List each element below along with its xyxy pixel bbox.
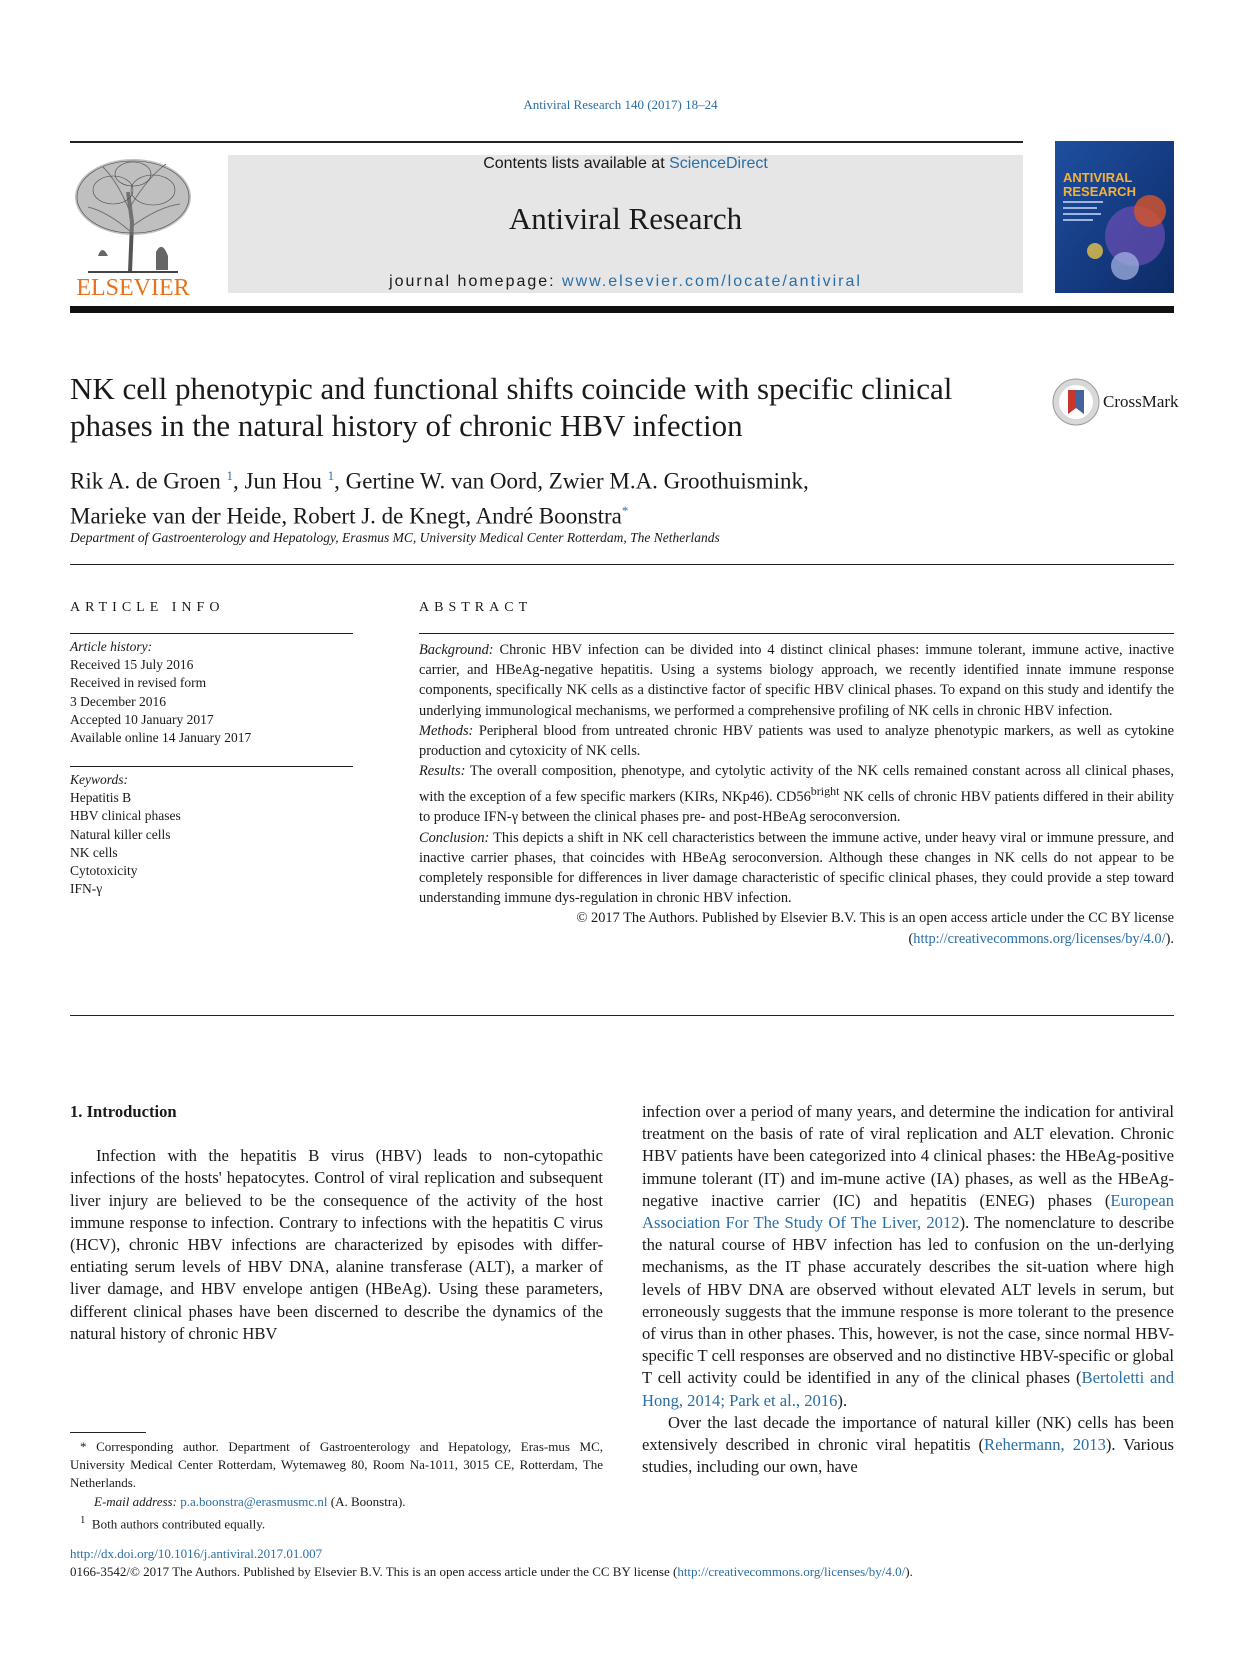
top-divider [70, 141, 1023, 143]
history-item: Received in revised form [70, 675, 207, 691]
article-history [70, 638, 251, 747]
keyword-item: Cytotoxicity [70, 863, 138, 879]
corresponding-author-marker[interactable]: * [621, 502, 629, 518]
abstract-methods [419, 721, 1174, 761]
abstract-text: This depicts a shift in NK cell characteristics between the immune active, under heavy viral or immune pressure, and inactive carrier phases, that coincides with HBeAg seroconversion. Although these changes in NK cells do not appear to be completely responsible for differences in liver damage characteristic of specific clinical phases, they could provide a step toward understanding immune dys-regulation in chronic HBV infection. [419, 829, 1174, 907]
doi-link[interactable]: http://dx.doi.org/10.1016/j.antiviral.2017.01.007 [70, 1546, 323, 1561]
body-text: infection over a period of many years, and determine the indication for antiviral treatment on the basis of rate of viral replication and ALT elevation. Chronic HBV patients have been categorized into 4 clinical phases: the HBeAg-positive immune tolerant (IT) and im-mune active (IA) phases, as well as the HBeAg-negative inactive carrier (IC) and hepatitis (ENEG) phases ( [642, 1102, 1174, 1210]
email-link[interactable]: p.a.boonstra@erasmusmc.nl [180, 1493, 328, 1509]
abstract-label: Conclusion: [419, 829, 490, 846]
contents-prefix: Contents lists available at [483, 155, 670, 172]
abstract-copyright [419, 908, 1174, 948]
abstract-text: Chronic HBV infection can be divided into 4 distinct clinical phases: immune tolerant, immune active, inactive carrier, and HBeAg-negative hepatitis. Using a systems biology approach, we recently identified innate immune response components, specifically NK cells as a distinctive factor of specific HBV clinical phases. To expand on this study and identify the underlying immunological mechanisms, we performed a comprehensive profiling of NK cells in chronic HBV infection. [419, 642, 1174, 719]
keyword-item: NK cells [70, 844, 118, 860]
cover-title-line2: RESEARCH [1063, 184, 1136, 199]
abstract-label: Background: [419, 642, 494, 658]
section-heading-introduction: 1. Introduction [70, 1102, 177, 1121]
issn-suffix: ). [905, 1564, 913, 1579]
crossmark-label[interactable]: CrossMark [1103, 392, 1179, 411]
abstract-results [419, 761, 1174, 827]
authors-line-1 [70, 461, 1050, 496]
article-info-rule [70, 633, 353, 634]
issn-license-line [70, 1564, 913, 1580]
history-item: 3 December 2016 [70, 693, 166, 709]
elsevier-wordmark: ELSEVIER [76, 275, 190, 301]
paren: ). [1165, 930, 1174, 947]
citation-link[interactable]: Rehermann, 2013 [984, 1435, 1106, 1455]
cover-title-line1: ANTIVIRAL [1063, 170, 1133, 185]
footnote-text: Both authors contributed equally. [91, 1516, 266, 1532]
copyright-text: © 2017 The Authors. Published by Elsevier B.V. This is an open access article under the CC BY license [576, 910, 1174, 927]
header-thick-rule [70, 306, 1174, 313]
email-suffix: (A. Boonstra). [327, 1493, 406, 1509]
history-label: Article history: [70, 639, 153, 654]
abstract-text: The overall composition, phenotype, and cytolytic activity of the NK cells remained constant across all clinical phases, with the exception of a few specific markers (KIRs, NKp46). CD56 [419, 763, 1174, 806]
journal-title: Antiviral Research [508, 201, 743, 236]
author-text: , Gertine W. van Oord, Zwier M.A. Groothuismink, [334, 468, 809, 494]
abstract-rule [419, 633, 1174, 634]
footnote-email [70, 1493, 603, 1511]
journal-reference[interactable]: Antiviral Research 140 (2017) 18–24 [523, 97, 718, 112]
email-label: E-mail address: [94, 1493, 177, 1509]
body-paragraph [642, 1101, 1174, 1412]
footnotes [70, 1438, 603, 1533]
crossmark-icon[interactable] [1052, 378, 1100, 426]
footnote-rule [70, 1432, 146, 1433]
history-item: Available online 14 January 2017 [70, 730, 252, 746]
abstract-heading: ABSTRACT [419, 600, 533, 615]
affiliation: Department of Gastroenterology and Hepatology, Erasmus MC, University Medical Center Rotterdam, The Netherlands [70, 530, 720, 545]
citation-link[interactable]: European Association For The Study Of The Liver, 2012 [642, 1190, 1174, 1233]
keywords [70, 771, 181, 898]
abstract-background [419, 640, 1174, 721]
abstract-label: Results: [419, 763, 466, 780]
authors-line-2 [70, 496, 1050, 531]
keyword-item: HBV clinical phases [70, 808, 181, 824]
author-text: , Jun Hou [233, 468, 328, 494]
cover-title [1063, 171, 1136, 199]
journal-homepage [228, 273, 1023, 291]
abstract-text: NK cells of chronic HBV patients differed in their ability to produce IFN-γ between the clinical phases pre- and post-HBeAg seroconversion. [419, 789, 1174, 826]
abstract-conclusion [419, 828, 1174, 909]
body-left-column [70, 1101, 603, 1345]
author-footnote-marker[interactable]: 1 [226, 468, 234, 483]
author-list [70, 461, 1050, 530]
body-right-column [642, 1101, 1174, 1478]
abstract-body [419, 640, 1174, 949]
article-title: NK cell phenotypic and functional shifts coincide with specific clinical phases in the natural history of chronic HBV infection [70, 371, 953, 443]
footnote-equal-contribution [70, 1511, 603, 1534]
body-text: ). Various studies, including our own, have [642, 1435, 1174, 1477]
keyword-item: Hepatitis B [70, 790, 132, 806]
keyword-item: IFN-γ [70, 881, 103, 897]
body-text: ). [837, 1390, 848, 1410]
footer-license-link[interactable]: http://creativecommons.org/licenses/by/4.0/ [677, 1564, 906, 1579]
license-link[interactable]: http://creativecommons.org/licenses/by/4.0/ [913, 930, 1166, 947]
author-text: Rik A. de Groen [70, 468, 227, 494]
sciencedirect-link[interactable]: ScienceDirect [669, 155, 768, 172]
body-text: Over the last decade the importance of natural killer (NK) cells has been extensively described in chronic viral hepatitis ( [642, 1412, 1174, 1455]
author-text: Marieke van der Heide, Robert J. de Knegt, André Boonstra [70, 503, 622, 529]
abstract-label: Methods: [419, 722, 474, 739]
issn-text: 0166-3542/© 2017 The Authors. Published by Elsevier B.V. This is an open access article under the CC BY license ( [70, 1564, 678, 1579]
abstract-text: Peripheral blood from untreated chronic HBV patients was used to analyze phenotypic markers, as well as cytokine production and cytoxicity of NK cells. [419, 722, 1174, 760]
history-item: Accepted 10 January 2017 [70, 711, 214, 727]
article-info-heading: ARTICLE INFO [70, 600, 225, 615]
citation-link[interactable]: Bertoletti and Hong, 2014; Park et al., 2016 [642, 1368, 1175, 1410]
body-paragraph [642, 1412, 1174, 1479]
abstract-bottom-rule [70, 1015, 1174, 1016]
contents-line [228, 155, 1023, 173]
history-item: Received 15 July 2016 [70, 657, 194, 673]
journal-cover-image[interactable] [1055, 141, 1174, 293]
author-footnote-marker[interactable]: 1 [327, 468, 335, 483]
body-text: ). The nomenclature to describe the natural course of HBV infection has led to confusion on the un-derlying mechanisms, as the IT phase accurately describes the sit-uation where high levels of HBV DNA are observed without elevated ALT levels in serum, but erroneously suggests that the immune response is more tolerant to the presence of virus than in other phases. This, however, is not the case, since normal HBV-specific T cell responses are observed and no distinctive HBV-specific or global T cell activity could be identified in any of the clinical phases ( [642, 1213, 1174, 1388]
keywords-rule [70, 766, 353, 767]
abstract-superscript: bright [810, 784, 840, 799]
paren: ( [908, 930, 914, 947]
keyword-item: Natural killer cells [70, 826, 171, 842]
title-divider [70, 564, 1174, 565]
homepage-prefix: journal homepage: [389, 273, 563, 290]
body-paragraph: Infection with the hepatitis B virus (HBV) leads to non-cytopathic infections of the hosts' hepatocytes. Control of viral replication and subsequent liver injury are believed to be the consequence of the activity of the host immune response to infection. Contrary to infections with the hepatitis C virus (HCV), chronic HBV infections are characterized by episodes with differ-entiating serum levels of HBV DNA, alanine transferase (ALT), a marker of liver damage, and HBV envelope antigen (HBeAg). Using these parameters, different clinical phases have been discerned to describe the dynamics of the natural history of chronic HBV [70, 1146, 603, 1343]
homepage-link[interactable]: www.elsevier.com/locate/antiviral [562, 273, 862, 290]
keywords-label: Keywords: [70, 772, 128, 787]
footnote-corresponding: * Corresponding author. Department of Gastroenterology and Hepatology, Eras-mus MC, University Medical Center Rotterdam, Wytemaweg 80, Room Na-1011, 3015 CE, Rotterdam, The Netherlands. [70, 1439, 603, 1491]
footnote-marker: 1 [80, 1513, 86, 1526]
